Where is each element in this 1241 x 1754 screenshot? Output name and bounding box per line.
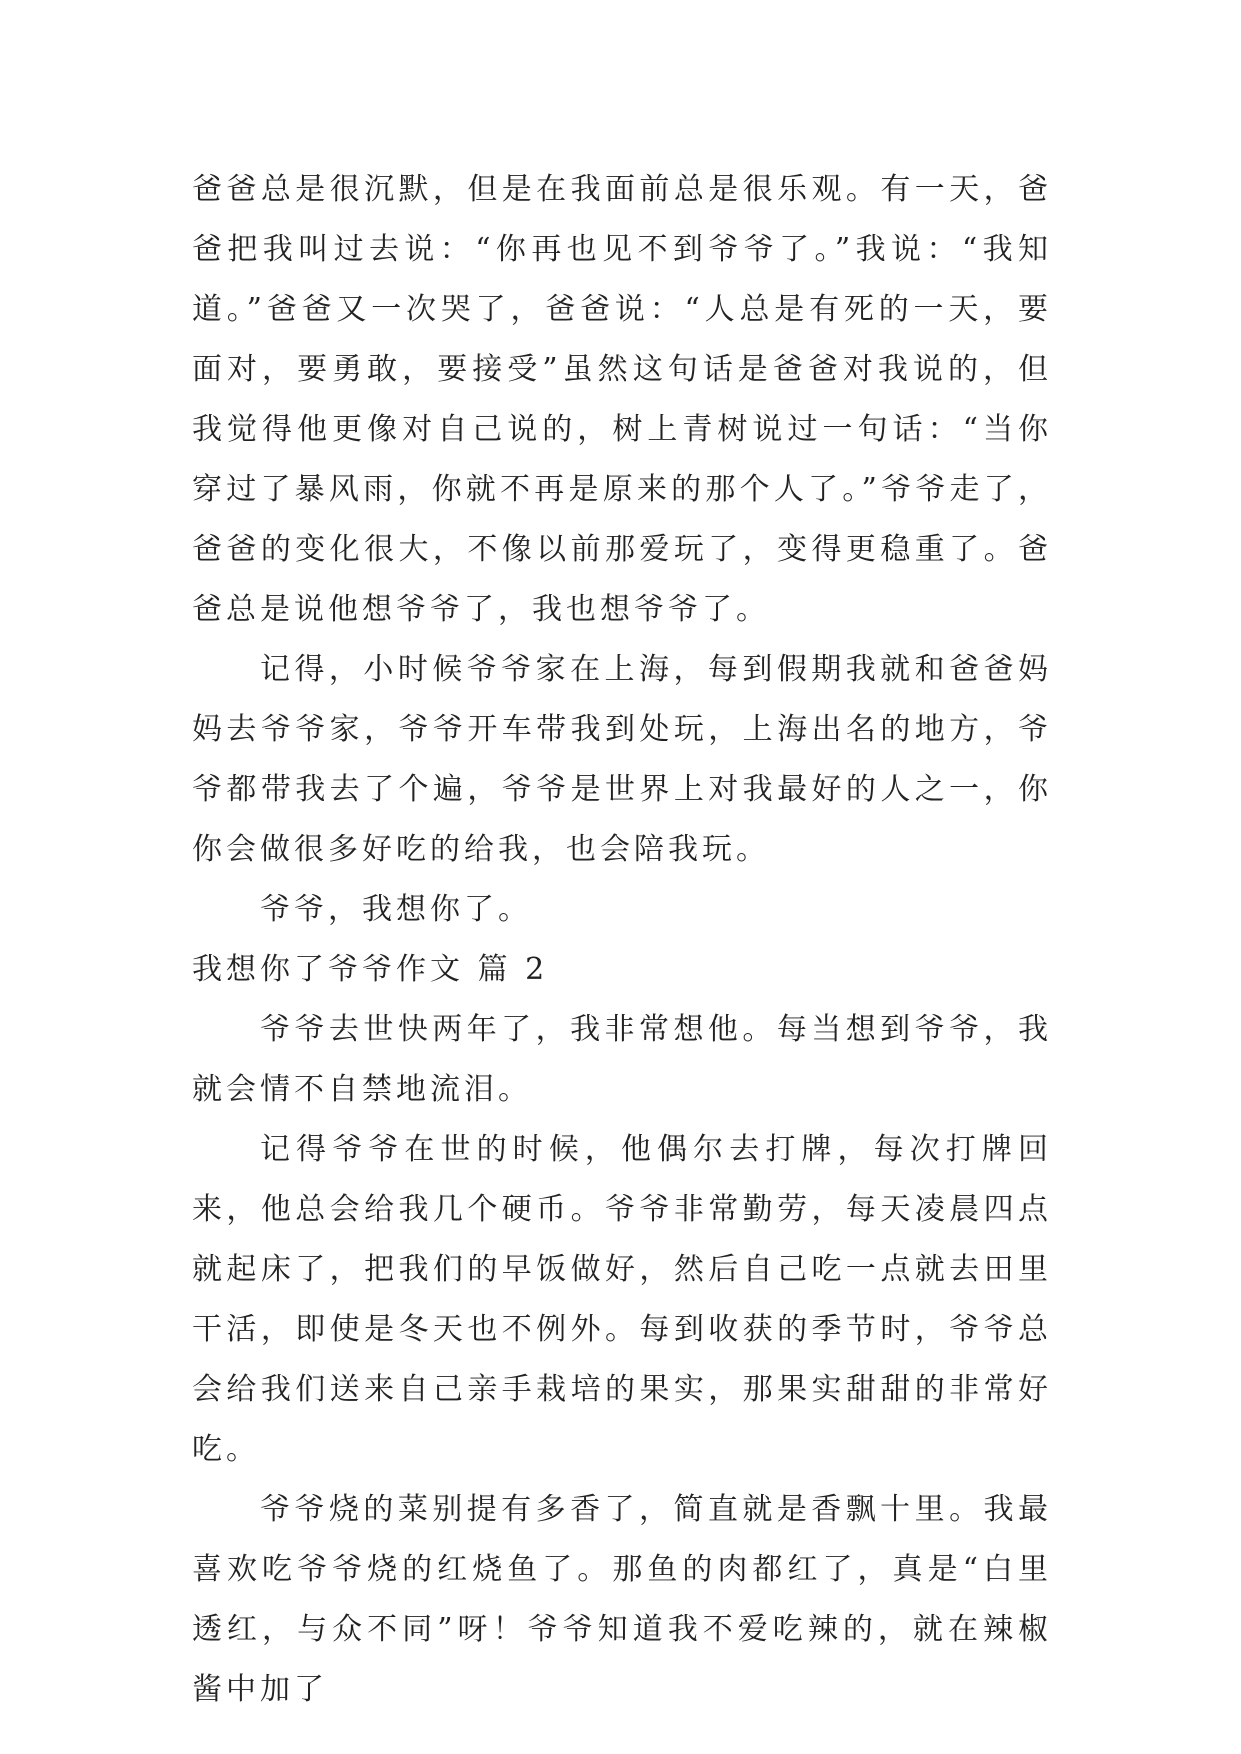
paragraph-5: 记得爷爷在世的时候，他偶尔去打牌，每次打牌回来，他总会给我几个硬币。爷爷非常勤劳，每天凌晨四点就起床了，把我们的早饭做好，然后自己吃一点就去田里干活，即使是冬天也不例外。每到收获的季节时，爷爷总会给我们送来自己亲手栽培的果实，那果实甜甜的非常好吃。 [192,1132,1052,1467]
paragraph-3: 爷爷，我想你了。 [260,892,532,927]
document-body [192,160,1052,1720]
section-heading: 我想你了爷爷作文 篇 2 [192,952,549,987]
paragraph-2: 记得，小时候爷爷家在上海，每到假期我就和爸爸妈妈去爷爷家，爷爷开车带我到处玩，上海出名的地方，爷爷都带我去了个遍，爷爷是世界上对我最好的人之一，你你会做很多好吃的给我，也会陪我玩。 [192,652,1052,867]
paragraph-6: 爷爷烧的菜别提有多香了，简直就是香飘十里。我最喜欢吃爷爷烧的红烧鱼了。那鱼的肉都红了，真是“白里透红，与众不同”呀！爷爷知道我不爱吃辣的，就在辣椒酱中加了 [192,1492,1052,1707]
paragraph-4: 爷爷去世快两年了，我非常想他。每当想到爷爷，我就会情不自禁地流泪。 [192,1012,1052,1107]
paragraph-1: 爸爸总是很沉默，但是在我面前总是很乐观。有一天，爸爸把我叫过去说：“你再也见不到爷爷了。”我说：“我知道。”爸爸又一次哭了，爸爸说：“人总是有死的一天，要面对，要勇敢，要接受”虽然这句话是爸爸对我说的，但我觉得他更像对自己说的，树上青树说过一句话：“当你穿过了暴风雨，你就不再是原来的那个人了。”爷爷走了，爸爸的变化很大，不像以前那爱玩了，变得更稳重了。爸爸总是说他想爷爷了，我也想爷爷了。 [192,172,1052,627]
